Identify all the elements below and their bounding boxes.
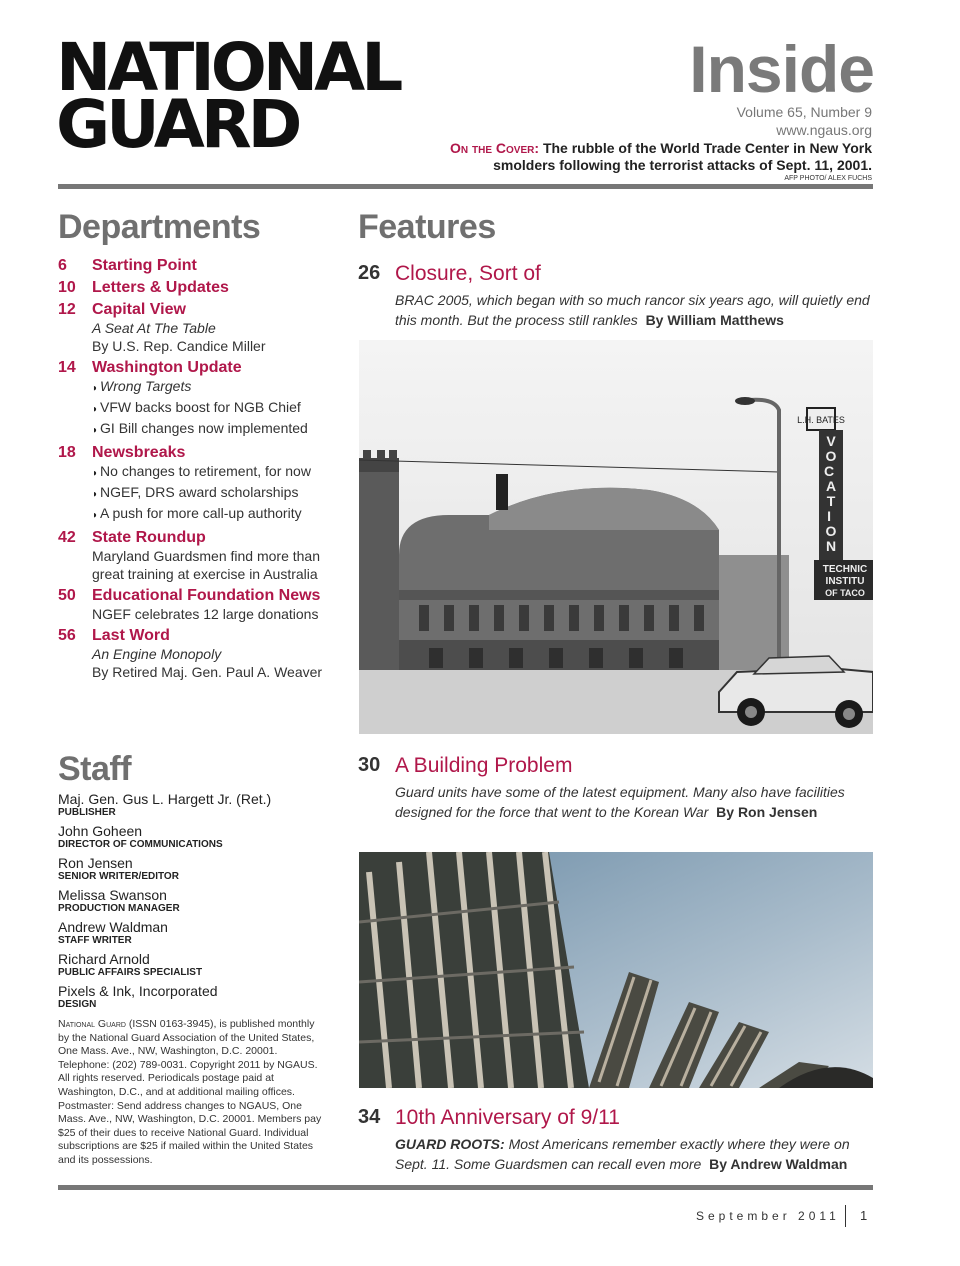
feature-page: 26 (358, 262, 381, 284)
department-subline-text: NGEF, DRS award scholarships (100, 484, 299, 500)
department-item[interactable] (58, 256, 338, 275)
svg-text:L.H. BATES: L.H. BATES (797, 415, 845, 425)
department-subline (92, 605, 338, 623)
feature-title[interactable]: Closure, Sort of (395, 262, 541, 285)
cover-text: The rubble of the World Trade Center in New York smolders following the terrorist attacks of Sept. 11, 2001. (493, 140, 872, 173)
feature-desc (395, 1134, 873, 1174)
department-subline-text: A Seat At The Table (92, 320, 216, 336)
department-item[interactable] (58, 300, 338, 355)
staff-role: SENIOR WRITER/EDITOR (58, 871, 179, 882)
svg-text:VOC ATI ON: V O C A T I O N (823, 433, 837, 554)
publication-info-text: (ISSN 0163-3945), is published monthly by the National Guard Association of the United States, One Mass. Ave., NW, Washington, D.C. 20001. Telephone: (202) 789-0031. Copyright 2011 by NGAUS. All rights reserved. Periodicals postage paid at Washington, D.C., and at additional mailing offices. Postmaster: Send address changes to NGAUS, One Mass. Ave., NW, Washington, D.C. 20001. Members pay $25 of their dues to receive National Guard. Individual subscriptions are $25 if mailed within the United States and its possessions. (58, 1018, 322, 1166)
staff-name: Maj. Gen. Gus L. Hargett Jr. (Ret.) (58, 791, 272, 807)
issue-month: September 2011 (696, 1209, 840, 1223)
department-page: 42 (58, 529, 76, 546)
department-title[interactable]: Last Word (92, 627, 170, 644)
departments-heading: Departments (58, 208, 261, 246)
department-subline (92, 319, 338, 337)
department-title[interactable]: Washington Update (92, 359, 242, 376)
features-heading: Features (358, 208, 496, 246)
staff-role: PUBLIC AFFAIRS SPECIALIST (58, 967, 203, 978)
bullet-icon: ◗ (92, 425, 99, 436)
logo-line-2: GUARD (56, 85, 299, 163)
feature-page: 34 (358, 1106, 381, 1128)
department-subline (92, 483, 338, 504)
feature-desc-text: BRAC 2005, which began with so much rancor six years ago, will quietly end this month. But the process still rankles (395, 292, 870, 328)
department-subline-text: No changes to retirement, for now (100, 463, 311, 479)
feature-byline: By Ron Jensen (716, 804, 818, 820)
feature-desc (395, 782, 873, 822)
department-subline (92, 645, 338, 663)
department-page: 10 (58, 279, 76, 296)
bullet-icon: ◗ (92, 489, 99, 500)
publication-name: National Guard (58, 1018, 126, 1030)
department-subline-text: A push for more call-up authority (100, 505, 302, 521)
magazine-logo (56, 29, 400, 163)
bullet-icon: ◗ (92, 404, 99, 415)
staff-role: DESIGN (58, 999, 97, 1010)
feature-title[interactable]: A Building Problem (395, 754, 573, 777)
volume-number: Volume 65, Number 9 (736, 104, 872, 120)
department-page: 12 (58, 301, 76, 318)
department-page: 14 (58, 359, 76, 376)
svg-text:OF TACO: OF TACO (825, 588, 865, 598)
department-title[interactable]: Letters & Updates (92, 279, 229, 296)
department-subline (92, 337, 338, 355)
svg-text:TECHNIC: TECHNIC (822, 564, 868, 575)
staff-name: Pixels & Ink, Incorporated (58, 983, 218, 999)
department-item[interactable] (58, 278, 338, 297)
staff-role: DIRECTOR OF COMMUNICATIONS (58, 839, 223, 850)
bullet-icon: ◗ (92, 510, 99, 521)
department-title[interactable]: Starting Point (92, 257, 197, 274)
staff-name: Richard Arnold (58, 951, 150, 967)
department-subline-text: By Retired Maj. Gen. Paul A. Weaver (92, 664, 323, 680)
page-number: 1 (860, 1208, 868, 1223)
wtc-wreckage-photo (359, 852, 873, 1088)
top-divider (58, 184, 873, 189)
department-item[interactable] (58, 358, 338, 440)
feature-item[interactable] (358, 262, 873, 330)
cover-label: On the Cover: (450, 140, 540, 156)
bullet-icon: ◗ (92, 383, 99, 394)
feature-byline: By William Matthews (645, 312, 784, 328)
department-subline-text: An Engine Monopoly (92, 646, 222, 662)
staff-role: STAFF WRITER (58, 935, 132, 946)
footer-divider (845, 1205, 846, 1227)
page-title: Inside (689, 32, 874, 106)
bottom-divider (58, 1185, 873, 1190)
department-title[interactable]: Capital View (92, 301, 186, 318)
department-subline (92, 565, 338, 583)
department-subline-text: By U.S. Rep. Candice Miller (92, 338, 266, 354)
staff-name: John Goheen (58, 823, 143, 839)
staff-role: PRODUCTION MANAGER (58, 903, 180, 914)
department-item[interactable] (58, 586, 338, 623)
cover-caption (442, 140, 872, 174)
feature-page: 30 (358, 754, 381, 776)
department-title[interactable]: Newsbreaks (92, 444, 186, 461)
svg-text:INSTITU: INSTITU (825, 576, 865, 587)
department-page: 18 (58, 444, 76, 461)
department-subline (92, 504, 338, 525)
department-item[interactable] (58, 626, 338, 681)
staff-name: Ron Jensen (58, 855, 133, 871)
department-subline (92, 547, 338, 565)
feature-item[interactable] (358, 1106, 873, 1174)
staff-name: Andrew Waldman (58, 919, 168, 935)
staff-list (58, 792, 328, 1016)
website-link[interactable]: www.ngaus.org (776, 122, 872, 138)
department-subline-text: Wrong Targets (100, 378, 192, 394)
department-subline-text: VFW backs boost for NGB Chief (100, 399, 301, 415)
department-page: 50 (58, 587, 76, 604)
department-subline (92, 663, 338, 681)
logo-line-1: NATIONAL (56, 29, 400, 106)
feature-desc (395, 290, 873, 330)
department-subline (92, 377, 338, 398)
departments-list (58, 256, 338, 684)
feature-kicker: GUARD ROOTS: (395, 1136, 505, 1152)
department-subline-text: Maryland Guardsmen find more than (92, 548, 320, 564)
department-item[interactable] (58, 443, 338, 525)
feature-byline: By Andrew Waldman (709, 1156, 848, 1172)
department-title[interactable]: Educational Foundation News (92, 587, 321, 604)
staff-name: Melissa Swanson (58, 887, 167, 903)
publication-info (58, 1018, 326, 1168)
feature-desc-text: Most Americans remember exactly where they were on Sept. 11. Some Guardsmen can recall even more (395, 1136, 850, 1172)
staff-heading: Staff (58, 750, 132, 788)
bullet-icon: ◗ (92, 468, 99, 479)
department-subline (92, 398, 338, 419)
department-page: 56 (58, 627, 76, 644)
feature-item[interactable] (358, 754, 873, 822)
staff-role: PUBLISHER (58, 807, 116, 818)
feature-desc-text: Guard units have some of the latest equipment. Many also have facilities designed for the force that went to the Korean War (395, 784, 845, 820)
department-title[interactable]: State Roundup (92, 529, 206, 546)
department-subline-text: GI Bill changes now implemented (100, 420, 308, 436)
department-subline-text: NGEF celebrates 12 large donations (92, 606, 319, 622)
feature-title[interactable]: 10th Anniversary of 9/11 (395, 1106, 620, 1129)
department-subline (92, 462, 338, 483)
photo-credit: AFP PHOTO/ ALEX FUCHS (784, 175, 872, 182)
department-subline (92, 419, 338, 440)
department-item[interactable] (58, 528, 338, 583)
department-subline-text: great training at exercise in Australia (92, 566, 318, 582)
department-page: 6 (58, 257, 67, 274)
armory-photo (359, 340, 873, 734)
